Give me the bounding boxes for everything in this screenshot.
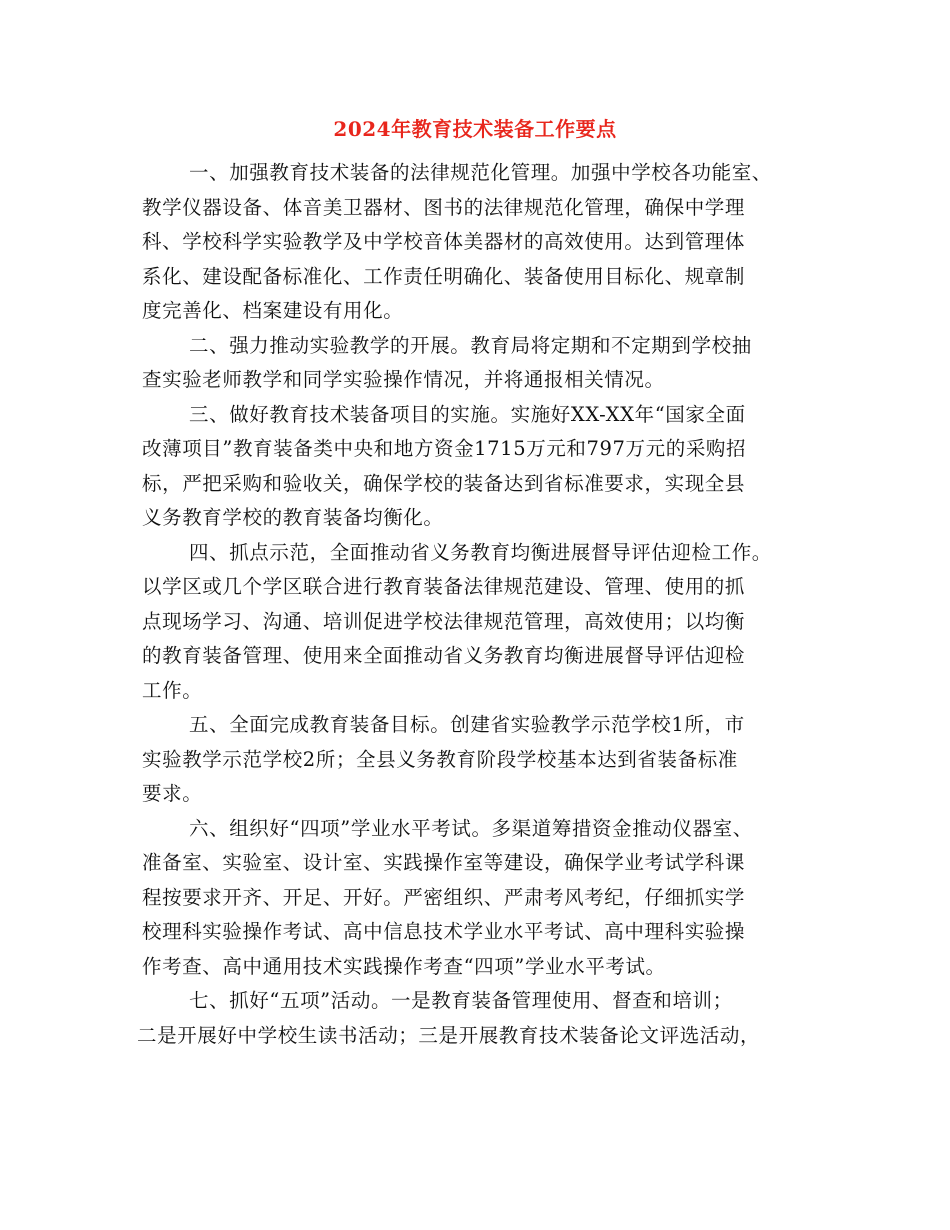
paragraph-2 (142, 329, 832, 398)
paragraph-line: 作考查、高中通用技术实践操作考查“四项”学业水平考试。 (142, 954, 666, 978)
paragraph-line: 四、抓点示范，全面推动省义务教育均衡进展督导评估迎检工作。 (189, 540, 772, 564)
paragraph-4 (142, 536, 832, 709)
paragraph-line: 以学区或几个学区联合进行教育装备法律规范建设、管理、使用的抓 (142, 575, 746, 598)
paragraph-line: 二、强力推动实验教学的开展。教育局将定期和不定期到学校抽 (189, 333, 752, 357)
paragraph-line: 标，严把采购和验收关，确保学校的装备达到省标准要求，实现全县 (142, 471, 746, 495)
paragraph-line: 一、加强教育技术装备的法律规范化管理。加强中学校各功能室、 (189, 161, 772, 184)
paragraph-5 (142, 708, 832, 812)
paragraph-line: 改薄项目”教育装备类中央和地方资金1715万元和797万元的采购招 (142, 437, 747, 460)
document-title: 2024年教育技术装备工作要点 (333, 117, 617, 141)
paragraph-7 (137, 984, 832, 1053)
paragraph-line: 点现场学习、沟通、培训促进学校法律规范管理，高效使用；以均衡 (142, 609, 746, 633)
document-body (137, 156, 832, 1053)
paragraph-line: 七、抓好“五项”活动。一是教育装备管理使用、督查和培训； (189, 989, 733, 1012)
paragraph-line: 要求。 (142, 782, 203, 805)
paragraph-line: 系化、建设配备标准化、工作责任明确化、装备使用目标化、规章制 (142, 264, 746, 288)
paragraph-1 (142, 156, 832, 329)
paragraph-line: 度完善化、档案建设有用化。 (142, 299, 404, 322)
paragraph-6 (142, 812, 832, 985)
paragraph-line: 校理科实验操作考试、高中信息技术学业水平考试、高中理科实验操 (142, 920, 746, 943)
paragraph-3 (142, 398, 832, 536)
paragraph-line: 工作。 (142, 678, 203, 702)
paragraph-line: 准备室、实验室、设计室、实践操作室等建设，确保学业考试学科课 (142, 851, 746, 874)
paragraph-line: 六、组织好“四项”学业水平考试。多渠道筹措资金推动仪器室、 (189, 816, 753, 840)
paragraph-line: 查实验老师教学和同学实验操作情况，并将通报相关情况。 (142, 368, 665, 391)
paragraph-line: 义务教育学校的教育装备均衡化。 (142, 506, 444, 529)
paragraph-line: 的教育装备管理、使用来全面推动省义务教育均衡进展督导评估迎检 (142, 644, 746, 667)
paragraph-line: 三、做好教育技术装备项目的实施。实施好XX-XX年“国家全面 (189, 402, 746, 426)
paragraph-line: 程按要求开齐、开足、开好。严密组织、严肃考风考纪，仔细抓实学 (142, 885, 746, 909)
paragraph-line: 教学仪器设备、体音美卫器材、图书的法律规范化管理，确保中学理 (142, 195, 746, 219)
paragraph-line: 五、全面完成教育装备目标。创建省实验教学示范学校1所，市 (189, 713, 745, 736)
paragraph-line: 实验教学示范学校2所；全县义务教育阶段学校基本达到省装备标准 (142, 747, 738, 771)
paragraph-line: 科、学校科学实验教学及中学校音体美器材的高效使用。达到管理体 (142, 230, 746, 253)
paragraph-line: 二是开展好中学校生读书活动；三是开展教育技术装备论文评选活动， (137, 1023, 761, 1047)
